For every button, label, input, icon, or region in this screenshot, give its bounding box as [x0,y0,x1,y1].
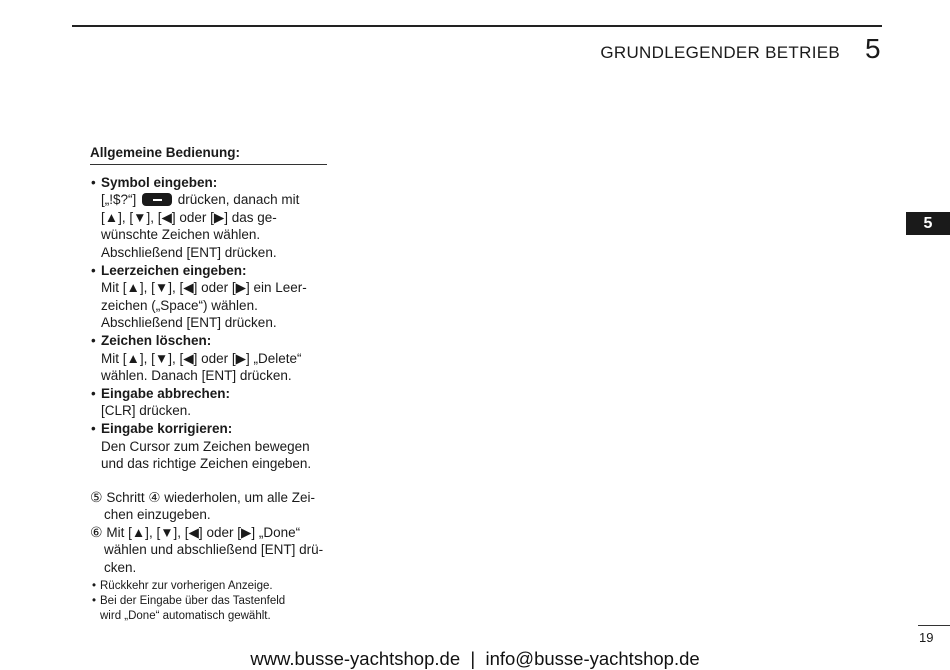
step-text: Schritt ④ wiederholen, um alle Zei- [106,489,316,505]
bullet-item-delete [90,332,330,385]
bullet-list [90,174,330,473]
footer-contact: www.busse-yachtshop.de | info@busse-yachtshop.de [250,648,700,669]
note-text: Rückkehr zur vorherigen Anzeige. [100,579,273,592]
bullet-title: Leerzeichen eingeben: [101,262,247,278]
header-rule [72,25,882,27]
step-5 [90,489,330,524]
bullet-dot: • [91,385,96,401]
note-text: Bei der Eingabe über das Tastenfeld wird „Done“ automatisch gewählt. [100,594,286,622]
bullet-dot: • [91,174,96,190]
step-notes [90,579,330,624]
step-6 [90,524,330,624]
minus-key-icon [142,193,172,206]
bullet-item-cancel [90,385,330,420]
page-number: 19 [919,630,934,645]
body-text: drücken, danach mit [▲], [▼], [◀] oder [▶] das ge- wünschte Zeichen wählen. Abschließend [ENT] drücken. [101,192,300,260]
chapter-number: 5 [865,33,881,64]
bullet-item-symbol [90,174,330,262]
bullet-title: Zeichen löschen: [101,332,212,348]
bullet-title: Symbol eingeben: [101,174,218,190]
step-text-continued: chen einzugeben. [104,507,211,523]
chapter-side-tab: 5 [906,212,950,235]
step-number: ⑥ [90,523,103,540]
bullet-dot: • [91,332,96,348]
body-prefix: [„!$?“] [101,192,137,208]
step-text-continued: wählen und abschließend [ENT] drü- cken. [104,542,324,576]
bullet-body: [CLR] drücken. [101,403,192,419]
note-dot: • [92,579,97,592]
step-list [90,489,330,624]
bullet-dot: • [91,420,96,436]
page-number-rule [918,625,950,626]
bullet-title: Eingabe abbrechen: [101,385,231,401]
bullet-body [101,191,330,261]
note-item [92,579,330,594]
step-number: ⑤ [90,488,103,505]
note-dot: • [92,594,97,607]
bullet-item-space [90,262,330,332]
note-item [92,594,330,624]
bullet-item-correct [90,420,330,473]
step-text: Mit [▲], [▼], [◀] oder [▶] „Done“ [106,524,301,540]
bullet-body: Den Cursor zum Zeichen bewegen und das richtige Zeichen eingeben. [101,438,312,472]
bullet-body: Mit [▲], [▼], [◀] oder [▶] „Delete“ wählen. Danach [ENT] drücken. [101,350,302,384]
section-heading: Allgemeine Bedienung: [90,144,327,165]
bullet-title: Eingabe korrigieren: [101,420,233,436]
main-content [90,144,330,624]
bullet-body: Mit [▲], [▼], [◀] oder [▶] ein Leer- zeichen („Space“) wählen. Abschließend [ENT] drücken. [101,280,307,331]
bullet-dot: • [91,262,96,278]
chapter-title: GRUNDLEGENDER BETRIEB [600,43,840,62]
